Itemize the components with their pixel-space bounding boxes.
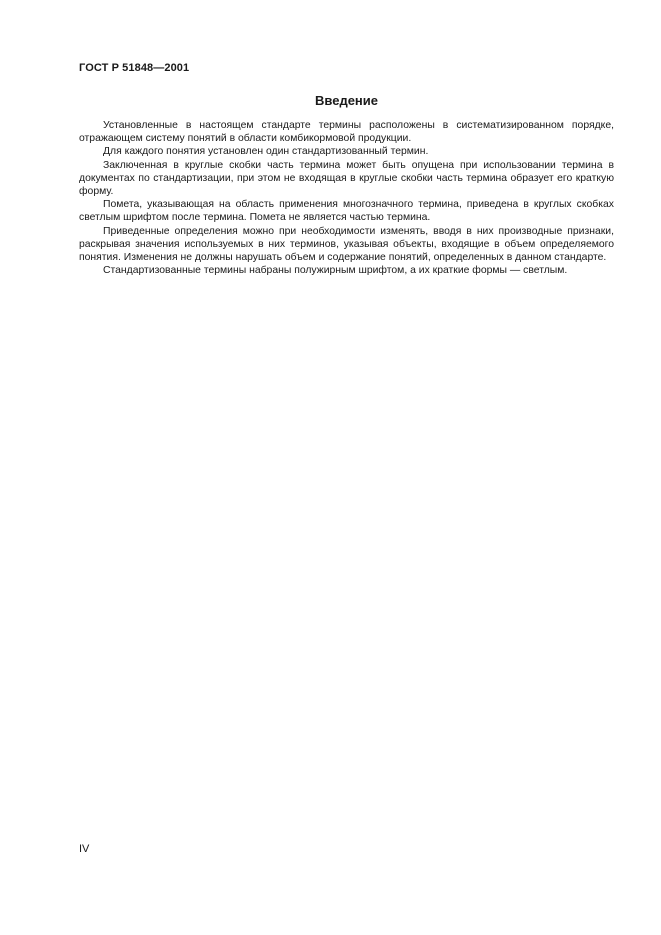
page-number: IV: [79, 843, 90, 855]
paragraph: Установленные в настоящем стандарте термины расположены в систематизированном порядке, отражающем систему понятий в области комбикормовой продукции.: [79, 120, 614, 145]
paragraph: Помета, указывающая на область применения многозначного термина, приведена в круглых скобках светлым шрифтом после термина. Помета не является частью термина.: [79, 199, 614, 224]
paragraph: Заключенная в круглые скобки часть термина может быть опущена при использовании термина в документах по стандартизации, при этом не входящая в круглые скобки часть термина образует его краткую форму.: [79, 159, 614, 198]
section-body: [79, 119, 614, 277]
document-code: ГОСТ Р 51848—2001: [79, 62, 190, 74]
paragraph: Для каждого понятия установлен один стандартизованный термин.: [103, 146, 429, 158]
paragraph: Приведенные определения можно при необходимости изменять, вводя в них производные признаки, раскрывая значения используемых в них терминов, указывая объекты, входящие в объем определяемого понятия. Изменения не должны нарушать объем и содержание понятий, определенных в данном стандарте.: [79, 225, 614, 264]
paragraph: Стандартизованные термины набраны полужирным шрифтом, а их краткие формы — светлым.: [103, 265, 568, 277]
section-title: Введение: [315, 93, 378, 108]
